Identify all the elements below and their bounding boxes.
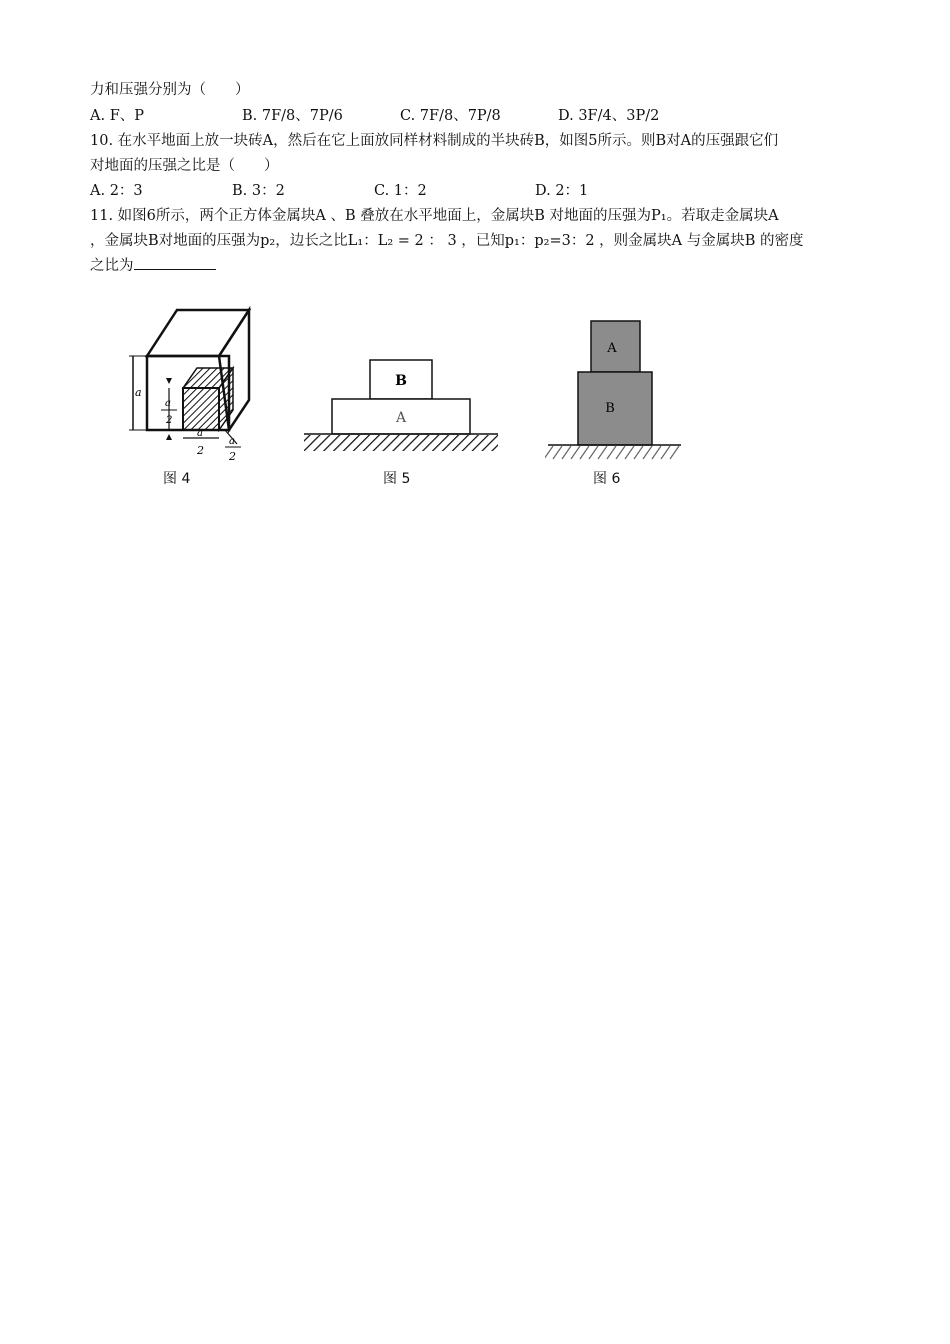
figure-5-brick-diagram [300,355,500,455]
fig5-label-a: A [395,410,407,426]
q9-option-a: A. F、P [90,108,145,124]
q10-option-d: D. 2：1 [535,183,589,199]
q10-option-a: A. 2：3 [90,183,143,199]
fig6-label-a: A [607,341,617,356]
q10-line-2: 对地面的压强之比是（ ） [90,158,279,174]
q9-option-c: C. 7F/8、7P/8 [400,108,501,124]
fig5-label-b: B [395,373,407,389]
q10-option-c: C. 1：2 [374,183,427,199]
svg-text:2: 2 [229,450,236,463]
fig6-block-b [578,372,652,445]
fig5-ground [304,435,498,451]
q9-stem: 力和压强分别为（ ） [90,82,250,98]
svg-text:a: a [197,428,203,439]
figure-4-caption: 图 4 [163,471,191,487]
figure-6-metal-blocks-diagram [545,318,685,466]
fig6-label-b: B [605,401,615,416]
q10-line-1: 10. 在水平地面上放一块砖A，然后在它上面放同样材料制成的半块砖B，如图5所示。则B对A的压强跟它们 [90,133,779,149]
svg-text:a: a [229,436,235,447]
q11-line-3-text: 之比为 [90,258,134,274]
figure-4-cube-diagram [125,304,255,464]
q11-line-3 [90,254,216,275]
fig4-label-two: 2 [166,415,173,426]
fig6-ground-hatch [545,446,679,459]
figure-6-caption: 图 6 [593,471,621,487]
q11-line-2: ，金属块B对地面的压强为p₂，边长之比L₁：L₂ = 2 ： 3 ，已知p₁：p₂=3：2 ，则金属块A 与金属块B 的密度 [90,233,804,249]
q10-option-b: B. 3：2 [232,183,285,199]
q9-option-d: D. 3F/4、3P/2 [558,108,660,124]
answer-blank[interactable] [134,255,216,270]
q11-line-1: 11. 如图6所示，两个正方体金属块A 、B 叠放在水平地面上，金属块B 对地面的压强为P₁。若取走金属块A [90,208,779,224]
fig4-label-half-a: a [165,398,171,409]
figure-5-caption: 图 5 [383,471,411,487]
fig4-label-a: a [135,386,142,399]
q9-option-b: B. 7F/8、7P/6 [242,108,343,124]
svg-text:2: 2 [197,444,204,457]
